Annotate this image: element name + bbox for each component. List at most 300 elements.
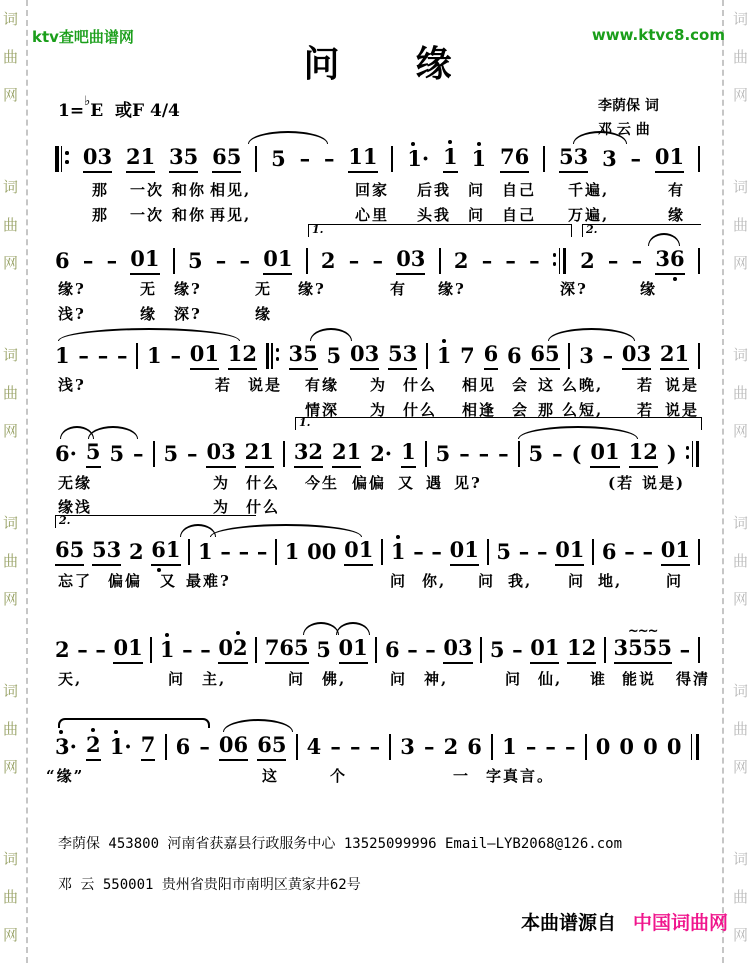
note-token: –	[299, 146, 311, 171]
note-token: 5	[271, 146, 286, 171]
barline	[136, 343, 138, 369]
lyric-word: 头我	[417, 206, 452, 224]
lyric-word: 这	[538, 376, 556, 394]
note-token: 0	[666, 734, 682, 759]
barline	[275, 539, 277, 565]
note-token: –	[200, 637, 211, 662]
lyric-word: 深?	[560, 280, 588, 298]
lyric-word: 为	[370, 376, 388, 394]
barline	[165, 734, 167, 760]
watermark-char: 词	[3, 346, 19, 364]
lyric-word: 缘?	[174, 280, 202, 298]
note-token: –	[82, 248, 94, 273]
note-token: 2	[580, 248, 595, 273]
source-prefix: 本曲谱源自	[521, 912, 617, 934]
note-token: 0	[643, 734, 658, 759]
note-token: 01	[113, 636, 142, 664]
watermark-char: 词	[733, 682, 749, 700]
barline	[698, 248, 700, 274]
note-token: –	[97, 343, 109, 368]
repeat-begin-barline	[266, 343, 280, 369]
note-token: 32	[294, 440, 323, 468]
music-system	[0, 223, 755, 341]
lyric-word: 无	[255, 280, 273, 298]
note-token: 5	[528, 441, 544, 466]
lyric-word: 又	[160, 572, 178, 590]
note-token: –	[607, 248, 619, 273]
note-token: 6	[506, 343, 522, 368]
note-token: 6	[601, 539, 617, 564]
note-token: –	[552, 441, 563, 466]
final-barline	[691, 734, 700, 760]
octave-dot-above	[396, 535, 400, 539]
barline	[255, 637, 257, 663]
octave-dot-above	[114, 730, 118, 734]
lyric-word: 佛,	[322, 670, 347, 688]
watermark-char: 曲	[733, 48, 749, 66]
note-token: 5	[489, 637, 505, 662]
lyric-word: 缘?	[438, 280, 466, 298]
key-prefix: 1=	[58, 101, 85, 121]
note-token: 36	[655, 247, 684, 275]
lyric-word: 问	[390, 670, 408, 688]
note-token: 21	[332, 440, 361, 468]
note-token: –	[133, 441, 144, 466]
watermark-char: 曲	[3, 888, 19, 906]
note-token: 35	[289, 342, 318, 370]
barline	[518, 441, 520, 467]
note-token: 65	[212, 145, 241, 173]
lyric-word: 深?	[174, 305, 202, 323]
slur-arc	[248, 131, 328, 144]
lyric-word: 问	[505, 670, 523, 688]
notes-row	[55, 245, 700, 275]
barline	[173, 248, 175, 274]
lyric-word: 若	[637, 401, 655, 419]
note-token: –	[215, 248, 227, 273]
lyric-word: 天,	[58, 670, 83, 688]
note-token: 1	[437, 344, 452, 370]
lyric-word: 这	[262, 767, 280, 785]
note-token: 65	[530, 342, 559, 370]
lyric-word: 么短,	[562, 401, 604, 419]
note-token: 61	[151, 538, 180, 566]
lyric-word: 心里	[355, 206, 390, 224]
lyric-word: 再见,	[210, 206, 252, 224]
lyric-word: 后我	[417, 181, 452, 199]
note-token: (	[571, 441, 582, 466]
notes-row	[55, 340, 700, 370]
watermark-char: 词	[733, 346, 749, 364]
repeat-end-barline	[553, 248, 567, 274]
octave-dot-above	[59, 730, 63, 734]
thin-stroke	[559, 248, 561, 274]
note-token: –	[529, 248, 540, 273]
note-token: 1	[502, 734, 517, 759]
note-token: –	[431, 539, 442, 564]
notes-row	[55, 438, 700, 468]
lyric-word: 谁	[590, 670, 608, 688]
note-token: 3555 ~~~	[614, 636, 672, 664]
lyric-word: 缘浅	[58, 498, 93, 516]
lyric-word: 那	[92, 206, 110, 224]
lyric-word: 最难?	[186, 572, 231, 590]
tremolo-wave: ~~~	[627, 624, 658, 639]
note-token: 2	[320, 248, 336, 273]
repeat-dot	[553, 253, 557, 257]
lyric-word: 缘	[640, 280, 658, 298]
title-char-1: 问	[303, 43, 340, 85]
key-signature	[58, 96, 180, 121]
lyric-word: 什么	[246, 474, 281, 492]
note-token: 5	[496, 539, 511, 564]
note-token: 01	[190, 342, 219, 370]
lyric-word: 缘?	[298, 280, 326, 298]
watermark-char: 网	[733, 422, 749, 440]
lyric-word: 为	[213, 498, 231, 516]
note-token: 01	[339, 636, 368, 664]
note-token: –	[369, 734, 381, 759]
octave-dot-above	[165, 633, 169, 637]
note-token: 7	[460, 343, 475, 368]
lyric-word: “缘”	[46, 767, 85, 785]
title-char-2: 缘	[415, 43, 452, 85]
note-token: –	[425, 637, 436, 662]
lyric-word: 问	[666, 572, 684, 590]
watermark-char: 曲	[733, 216, 749, 234]
note-token: 01	[450, 538, 479, 566]
key-note: E	[90, 101, 104, 121]
note-token: 5	[187, 248, 203, 273]
note-token: –	[630, 146, 642, 171]
note-token: –	[372, 248, 383, 273]
note-token: –	[512, 637, 523, 662]
barline	[389, 734, 391, 760]
note-token: –	[348, 248, 360, 273]
barline	[426, 343, 428, 369]
barline	[543, 146, 545, 172]
lyric-word: 浅?	[58, 305, 86, 323]
watermark-char: 曲	[733, 888, 749, 906]
notes-row	[55, 143, 700, 173]
watermark-char: 曲	[733, 720, 749, 738]
note-token: 2	[453, 248, 469, 273]
watermark-char: 曲	[3, 384, 19, 402]
note-token: 6	[467, 734, 482, 759]
note-token: –	[199, 734, 210, 759]
note-token: –	[459, 441, 470, 466]
music-system	[0, 514, 755, 632]
watermark-char: 词	[3, 850, 19, 868]
volta-bracket	[308, 224, 572, 237]
note-token: –	[239, 248, 251, 273]
watermark-char: 网	[3, 254, 19, 272]
octave-dot-above	[442, 339, 446, 343]
lyric-word: 什么	[246, 498, 281, 516]
octave-dot-above	[91, 728, 95, 732]
lyric-word: 一	[453, 767, 471, 785]
barline	[568, 343, 570, 369]
note-token: 2	[55, 637, 70, 662]
watermark-char: 网	[733, 254, 749, 272]
lyric-word: 情深	[305, 401, 340, 419]
lyric-word: 缘	[668, 206, 686, 224]
note-token: 1	[391, 540, 406, 566]
note-token: 12	[567, 636, 596, 664]
lyric-word: 缘	[140, 305, 158, 323]
song-title	[0, 36, 755, 87]
note-token: –	[349, 734, 361, 759]
barline	[188, 539, 190, 565]
source-site-name: 中国词曲网	[633, 912, 729, 934]
note-token: 03	[622, 342, 651, 370]
thin-stroke	[271, 343, 273, 369]
watermark-char: 网	[733, 758, 749, 776]
lyric-word: 说是	[248, 376, 283, 394]
octave-dot-above	[477, 142, 481, 146]
barline	[153, 441, 155, 467]
thin-stroke	[691, 734, 693, 760]
notes-row	[55, 536, 700, 566]
lyric-word: 万遍,	[568, 206, 610, 224]
lyric-word: 你,	[422, 572, 447, 590]
note-token: 11	[348, 145, 377, 173]
lyric-word: 自己	[502, 181, 537, 199]
note-token: 5	[326, 343, 342, 368]
lyric-word: 今生	[305, 474, 340, 492]
lyric-word: 为	[213, 474, 231, 492]
repeat-begin-barline	[55, 146, 69, 172]
note-token: 6	[384, 637, 400, 662]
watermark-char: 词	[733, 850, 749, 868]
lyric-word: 无缘	[58, 474, 93, 492]
lyric-word: 说是	[665, 376, 700, 394]
thin-stroke	[692, 441, 694, 467]
note-token: 2	[443, 734, 459, 759]
note-token: 6·	[55, 441, 77, 466]
watermark-char: 网	[733, 926, 749, 944]
barline	[487, 539, 489, 565]
notes-row	[55, 624, 700, 664]
note-token: 1	[147, 343, 162, 368]
volta-bracket	[55, 515, 256, 528]
note-token: –	[518, 539, 530, 564]
note-token: 03	[350, 342, 379, 370]
note-token: –	[330, 734, 341, 759]
note-token: –	[536, 539, 548, 564]
repeat-dot	[276, 357, 280, 361]
lyric-word: 有	[390, 280, 408, 298]
watermark-char: 网	[3, 422, 19, 440]
note-token: 5	[435, 441, 451, 466]
barline	[306, 248, 308, 274]
note-token: 53	[559, 145, 588, 173]
lyricist-contact-line: 李荫保 453800 河南省获嘉县行政服务中心 13525099996 Email—LYB2068@126.com	[58, 836, 623, 852]
lyric-word: 忘了	[58, 572, 93, 590]
music-system	[0, 624, 755, 730]
note-token: –	[106, 248, 118, 273]
lyric-word: 神,	[424, 670, 449, 688]
note-token: 3	[579, 343, 594, 368]
note-token: 3	[400, 734, 415, 759]
volta-bracket	[582, 224, 701, 237]
barline	[375, 637, 377, 663]
lyric-word: 说是	[665, 401, 700, 419]
note-token: 3·	[55, 735, 77, 761]
watermark-char: 网	[733, 86, 749, 104]
lyric-word: 那	[538, 401, 556, 419]
note-token: –	[182, 637, 193, 662]
lyric-word: 问	[168, 670, 186, 688]
lyric-word: 回家	[355, 181, 390, 199]
note-token: 53	[388, 342, 417, 370]
barline	[698, 146, 700, 172]
octave-dot-below	[673, 277, 677, 281]
lyric-word: 千遍,	[568, 181, 610, 199]
lyric-word: 问	[568, 572, 586, 590]
note-token: –	[77, 637, 88, 662]
note-token: 65	[257, 733, 286, 761]
lyric-word: 问	[288, 670, 306, 688]
site-url-right: www.ktvc8.com	[591, 26, 725, 44]
phrase-bracket	[58, 718, 210, 728]
thin-stroke	[61, 146, 63, 172]
watermark-char: 词	[733, 514, 749, 532]
lyric-word: 个	[330, 767, 348, 785]
watermark-char: 网	[3, 926, 19, 944]
note-token: –	[565, 734, 576, 759]
note-token: 4	[306, 734, 322, 759]
lyric-word: 一次	[130, 206, 165, 224]
notes-row	[55, 731, 700, 761]
note-token: 765	[265, 636, 309, 664]
note-token: 01	[590, 440, 619, 468]
note-token: 3	[602, 146, 617, 171]
note-token: 5	[109, 441, 125, 466]
barline	[255, 146, 257, 172]
note-token: 02	[218, 636, 247, 664]
note-token: –	[525, 734, 537, 759]
note-token: 2	[86, 733, 101, 761]
thick-stroke	[266, 343, 270, 369]
watermark-char: 曲	[3, 720, 19, 738]
lyric-word: 自己	[502, 206, 537, 224]
lyric-word: 会	[512, 376, 530, 394]
watermark-char: 曲	[3, 48, 19, 66]
note-token: 12	[629, 440, 658, 468]
barline	[585, 734, 587, 760]
note-token: 21	[245, 440, 274, 468]
lyric-word: 字真言。	[486, 767, 555, 785]
note-token: 1	[472, 147, 487, 173]
repeat-dot	[65, 151, 69, 155]
note-token: 0	[619, 734, 635, 759]
note-token: 1	[55, 343, 70, 368]
lyric-word: 若	[215, 376, 233, 394]
lyric-word: 问	[468, 181, 486, 199]
watermark-char: 词	[3, 178, 19, 196]
watermark-char: 词	[3, 10, 19, 28]
lyric-word: 缘?	[58, 280, 86, 298]
watermark-char: 网	[3, 86, 19, 104]
volta-label: 1.	[312, 223, 324, 236]
note-token: –	[95, 637, 106, 662]
note-token: 01	[530, 636, 559, 664]
octave-dot-above	[448, 140, 452, 144]
note-token: 76	[500, 145, 529, 173]
note-token: 6	[55, 248, 70, 273]
note-token: –	[423, 734, 435, 759]
lyric-word: 相逢	[462, 401, 497, 419]
note-token: 2	[128, 539, 144, 564]
lyric-word: 为	[370, 401, 388, 419]
note-token: 03	[443, 636, 472, 664]
note-token: 35	[169, 145, 198, 173]
barline	[592, 539, 594, 565]
lyric-word: 什么	[403, 401, 438, 419]
note-token: 06	[219, 733, 248, 761]
repeat-dot	[686, 455, 690, 459]
thick-stroke	[696, 441, 700, 467]
watermark-char: 曲	[733, 552, 749, 570]
note-token: –	[256, 539, 268, 564]
lyric-word: 浅?	[58, 376, 86, 394]
note-token: 01	[130, 247, 159, 275]
note-token: 01	[655, 145, 684, 173]
barline	[296, 734, 298, 760]
note-token: 1·	[407, 147, 429, 173]
note-token: –	[187, 441, 198, 466]
lyric-word: 主,	[202, 670, 227, 688]
note-token: )	[666, 441, 677, 466]
note-token: 1	[443, 145, 458, 173]
note-token: 1	[198, 539, 213, 564]
note-token: 03	[206, 440, 235, 468]
note-token: 5	[316, 637, 331, 662]
volta-label: 2.	[586, 223, 598, 236]
lyric-word: 得清	[676, 670, 711, 688]
note-token: 03	[83, 145, 112, 173]
note-token: –	[413, 539, 424, 564]
note-token: –	[323, 146, 335, 171]
note-token: 6	[175, 734, 191, 759]
note-token: –	[170, 343, 181, 368]
barline	[425, 441, 427, 467]
note-token: 01	[263, 247, 292, 275]
barline	[381, 539, 383, 565]
note-token: 65	[55, 538, 84, 566]
watermark-char: 网	[733, 590, 749, 608]
lyric-word: 地,	[598, 572, 623, 590]
lyric-word: 见?	[454, 474, 482, 492]
lyric-word: 那	[92, 181, 110, 199]
barline	[439, 248, 441, 274]
note-token: 0	[595, 734, 611, 759]
lyric-word: 有	[668, 181, 686, 199]
barline	[698, 343, 700, 369]
note-token: 01	[344, 538, 373, 566]
note-token: 1·	[110, 735, 132, 761]
lyric-word: 缘	[255, 305, 273, 323]
note-token: –	[631, 248, 643, 273]
note-token: 7	[141, 733, 156, 761]
lyric-word: 遇	[426, 474, 444, 492]
repeat-end-barline	[686, 441, 700, 467]
thick-stroke	[696, 734, 700, 760]
composer-contact-line: 邓 云 550001 贵州省贵阳市南明区黄家井62号	[58, 877, 361, 893]
volta-label: 1.	[299, 416, 311, 429]
barline	[480, 637, 482, 663]
